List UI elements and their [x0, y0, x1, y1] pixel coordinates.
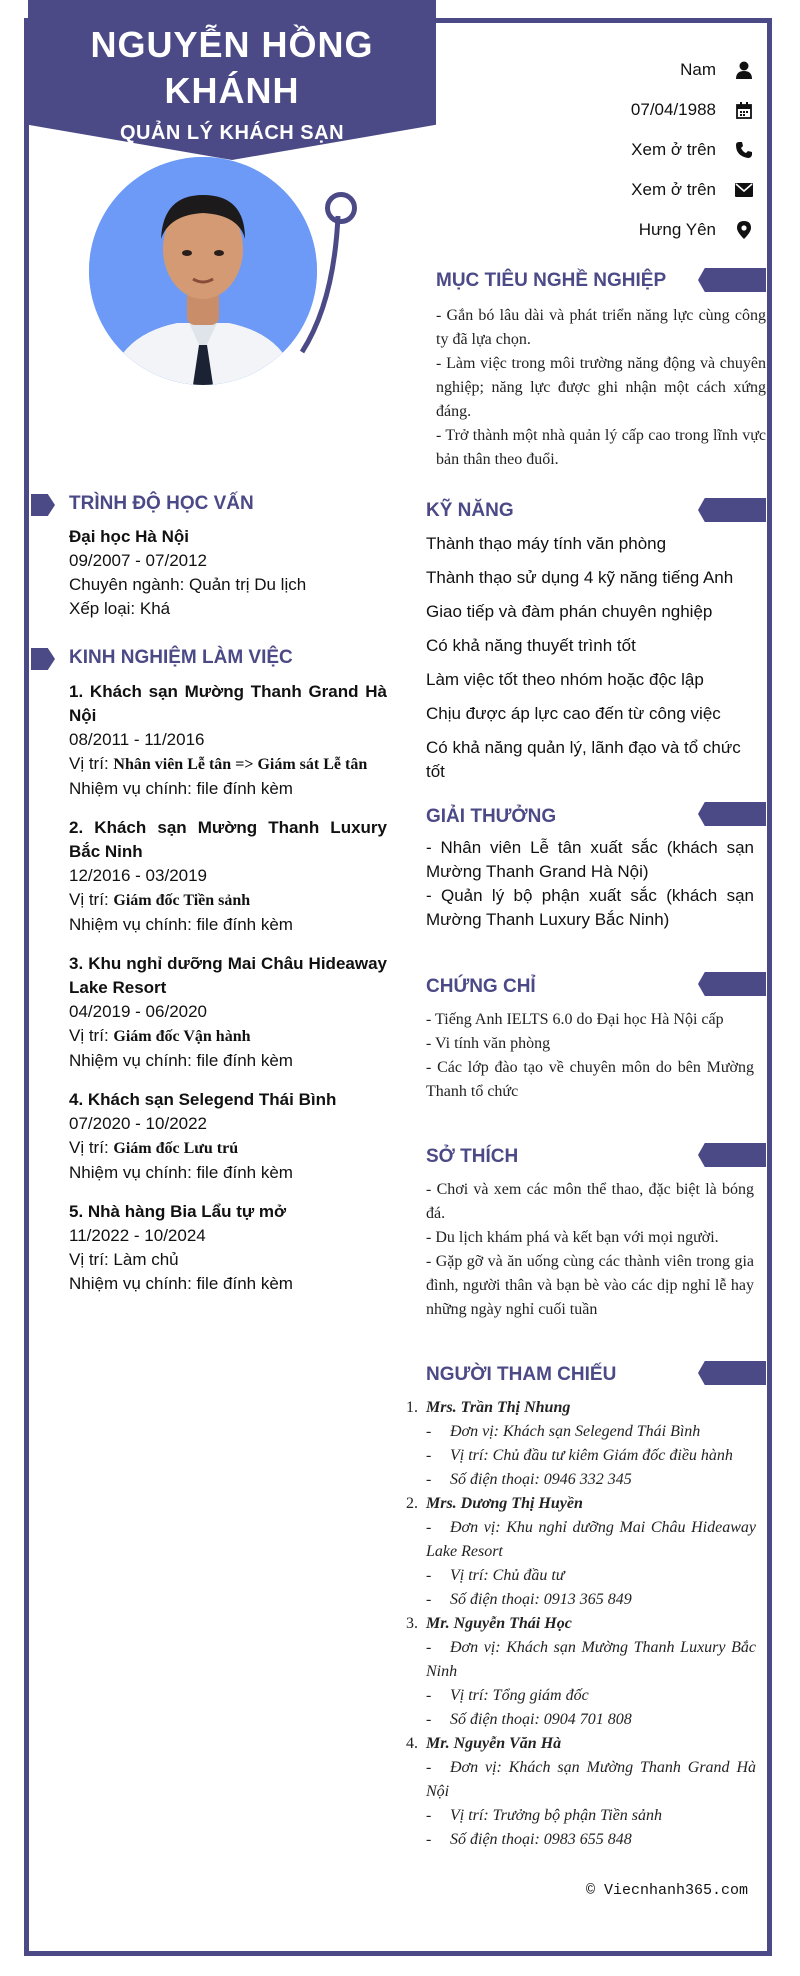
- certificate-item: - Tiếng Anh IELTS 6.0 do Đại học Hà Nội cấp: [426, 1011, 724, 1028]
- skill-item: Thành thạo máy tính văn phòng: [426, 534, 667, 553]
- reference-number: 4.: [406, 1735, 418, 1752]
- reference-number: 3.: [406, 1615, 418, 1632]
- decorative-arc: [300, 212, 350, 362]
- avatar: [89, 157, 317, 385]
- position-label: Vị trí:: [69, 1026, 114, 1045]
- position-label: Vị trí:: [69, 1250, 114, 1269]
- contact-birthday: [434, 90, 754, 130]
- education-title: TRÌNH ĐỘ HỌC VẤN: [69, 493, 254, 514]
- reference-phone: - Số điện thoại: 0904 701 808: [426, 1711, 632, 1728]
- education-period: 09/2007 - 07/2012: [69, 551, 208, 570]
- award-item: - Quản lý bộ phận xuất sắc (khách sạn Mường Thanh Luxury Bắc Ninh): [426, 886, 754, 929]
- reference-number: 1.: [406, 1399, 418, 1416]
- hobby-item: - Du lịch khám phá và kết bạn với mọi người.: [426, 1229, 719, 1246]
- reference-position: - Vị trí: Chủ đầu tư: [426, 1567, 565, 1584]
- references-title: NGƯỜI THAM CHIẾU: [426, 1364, 617, 1385]
- certificate-item: - Vi tính văn phòng: [426, 1035, 551, 1052]
- job-duty: Nhiệm vụ chính: file đính kèm: [69, 1163, 293, 1182]
- reference-unit: - Đơn vị: Khu nghỉ dưỡng Mai Châu Hideaway Lake Resort: [426, 1519, 756, 1560]
- contact-gender: [434, 50, 754, 90]
- skills-list: [426, 532, 756, 794]
- name-line-1: NGUYỄN HỒNG: [90, 24, 374, 65]
- portrait-photo: [89, 157, 317, 385]
- certificates-flag: [698, 972, 766, 996]
- reference-unit: - Đơn vị: Khách sạn Selegend Thái Bình: [426, 1423, 701, 1440]
- skills-flag: [698, 498, 766, 522]
- reference-name: Mr. Nguyễn Văn Hà: [426, 1735, 562, 1752]
- references-list: [406, 1396, 756, 1852]
- job-period: 04/2019 - 06/2020: [69, 1002, 208, 1021]
- job-duty: Nhiệm vụ chính: file đính kèm: [69, 779, 293, 798]
- job-duty: Nhiệm vụ chính: file đính kèm: [69, 1274, 293, 1293]
- job-title: 2. Khách sạn Mường Thanh Luxury Bắc Ninh: [69, 818, 387, 861]
- position-value: Nhân viên Lễ tân => Giám sát Lễ tân: [113, 756, 368, 773]
- objective-text: [436, 304, 766, 472]
- reference-entry: [406, 1612, 756, 1732]
- objective-line: - Gắn bó lâu dài và phát triển năng lực cùng công ty đã lựa chọn.: [436, 307, 766, 348]
- job-title: 1. Khách sạn Mường Thanh Grand Hà Nội: [69, 682, 387, 725]
- job-entry: [69, 1200, 387, 1296]
- job-position: [69, 1024, 387, 1049]
- position-label: Vị trí:: [69, 890, 114, 909]
- email-text: Xem ở trên: [631, 180, 716, 199]
- reference-phone-text: Số điện thoại: 0913 365 849: [450, 1591, 632, 1608]
- position-value: Giám đốc Tiền sảnh: [113, 892, 251, 909]
- envelope-icon: [734, 180, 754, 200]
- awards-list: [426, 836, 754, 932]
- name-line-2: KHÁNH: [164, 70, 300, 111]
- contact-location: [434, 210, 754, 250]
- job-entry: [69, 952, 387, 1073]
- reference-phone: - Số điện thoại: 0913 365 849: [426, 1591, 632, 1608]
- hobbies-flag: [698, 1143, 766, 1167]
- skill-item: Giao tiếp và đàm phán chuyên nghiệp: [426, 602, 713, 621]
- reference-position-text: Vị trí: Chủ đầu tư: [450, 1567, 565, 1584]
- gender-text: Nam: [680, 60, 716, 79]
- job-position: [69, 752, 387, 777]
- skill-item: Có khả năng thuyết trình tốt: [426, 636, 636, 655]
- reference-position: - Vị trí: Trưởng bộ phận Tiền sảnh: [426, 1807, 662, 1824]
- hobbies-title: SỞ THÍCH: [426, 1146, 519, 1167]
- certificate-item: - Các lớp đào tạo về chuyên môn do bên Mường Thanh tổ chức: [426, 1059, 754, 1100]
- skills-title: KỸ NĂNG: [426, 500, 514, 521]
- reference-position: - Vị trí: Tổng giám đốc: [426, 1687, 589, 1704]
- position-value: Làm chủ: [113, 1250, 179, 1269]
- reference-position-text: Vị trí: Tổng giám đốc: [450, 1687, 589, 1704]
- hobby-item: - Chơi và xem các môn thể thao, đặc biệt là bóng đá.: [426, 1181, 754, 1222]
- school-name: Đại học Hà Nội: [69, 527, 189, 546]
- reference-phone-text: Số điện thoại: 0904 701 808: [450, 1711, 632, 1728]
- reference-position-text: Vị trí: Chủ đầu tư kiêm Giám đốc điều hành: [450, 1447, 733, 1464]
- reference-unit-text: Đơn vị: Khách sạn Mường Thanh Grand Hà Nội: [426, 1759, 756, 1800]
- job-period: 11/2022 - 10/2024: [69, 1226, 206, 1245]
- award-item: - Nhân viên Lễ tân xuất sắc (khách sạn Mường Thanh Grand Hà Nội): [426, 838, 754, 881]
- contact-email: [434, 170, 754, 210]
- reference-name: Mrs. Dương Thị Huyền: [426, 1495, 583, 1512]
- reference-name: Mrs. Trần Thị Nhung: [426, 1399, 571, 1416]
- reference-phone: - Số điện thoại: 0946 332 345: [426, 1471, 632, 1488]
- hobby-item: - Gặp gỡ và ăn uống cùng các thành viên trong gia đình, người thân và bạn bè vào các dịp nghỉ lễ hay những ngày nghỉ cuối tuần: [426, 1253, 754, 1318]
- phone-icon: [734, 140, 754, 160]
- job-period: 12/2016 - 03/2019: [69, 866, 208, 885]
- job-title: QUẢN LÝ KHÁCH SẠN: [119, 122, 345, 144]
- job-period: 08/2011 - 11/2016: [69, 730, 205, 749]
- location-text: Hưng Yên: [638, 220, 716, 239]
- objective-line: - Làm việc trong môi trường năng động và chuyên nghiệp; năng lực được ghi nhận một cách xứng đáng.: [436, 355, 766, 420]
- reference-phone-text: Số điện thoại: 0983 655 848: [450, 1831, 632, 1848]
- skill-item: Làm việc tốt theo nhóm hoặc độc lập: [426, 670, 704, 689]
- user-icon: [734, 60, 754, 80]
- education-grade: Xếp loại: Khá: [69, 599, 171, 618]
- job-title: 4. Khách sạn Selegend Thái Bình: [69, 1090, 337, 1109]
- position-label: Vị trí:: [69, 1138, 114, 1157]
- skill-item: Chịu được áp lực cao đến từ công việc: [426, 704, 721, 723]
- education-major: Chuyên ngành: Quản trị Du lịch: [69, 575, 307, 594]
- job-title: 5. Nhà hàng Bia Lẩu tự mở: [69, 1202, 287, 1221]
- job-period: 07/2020 - 10/2022: [69, 1114, 208, 1133]
- skill-item: Có khả năng quản lý, lãnh đạo và tổ chức tốt: [426, 738, 741, 781]
- calendar-icon: [734, 100, 754, 120]
- reference-entry: [406, 1396, 756, 1492]
- awards-title: GIẢI THƯỞNG: [426, 806, 557, 827]
- location-pin-icon: [734, 220, 754, 240]
- certificates-list: [426, 1008, 754, 1104]
- copyright-footer: © Viecnhanh365.com: [585, 1882, 748, 1899]
- skill-item: Thành thạo sử dụng 4 kỹ năng tiếng Anh: [426, 568, 734, 587]
- job-duty: Nhiệm vụ chính: file đính kèm: [69, 1051, 293, 1070]
- contact-info: [434, 50, 754, 250]
- job-position: [69, 888, 387, 913]
- hobbies-list: [426, 1178, 754, 1322]
- objective-line: - Trở thành một nhà quản lý cấp cao trong lĩnh vực bản thân theo đuổi.: [436, 427, 766, 468]
- experience-title: KINH NGHIỆM LÀM VIỆC: [69, 647, 293, 668]
- reference-unit: - Đơn vị: Khách sạn Mường Thanh Grand Hà Nội: [426, 1759, 756, 1800]
- reference-name: Mr. Nguyễn Thái Học: [426, 1615, 572, 1632]
- references-flag: [698, 1361, 766, 1385]
- candidate-name: [28, 22, 436, 114]
- position-label: Vị trí:: [69, 754, 114, 773]
- objective-title: MỤC TIÊU NGHỀ NGHIỆP: [436, 270, 667, 291]
- reference-position: - Vị trí: Chủ đầu tư kiêm Giám đốc điều hành: [426, 1447, 733, 1464]
- job-position: [69, 1248, 387, 1272]
- experience-list: [69, 680, 387, 1311]
- objective-flag: [698, 268, 766, 292]
- reference-entry: [406, 1732, 756, 1852]
- position-value: Giám đốc Vận hành: [113, 1028, 251, 1045]
- reference-phone: - Số điện thoại: 0983 655 848: [426, 1831, 632, 1848]
- reference-unit-text: Đơn vị: Khu nghỉ dưỡng Mai Châu Hideaway Lake Resort: [426, 1519, 756, 1560]
- reference-phone-text: Số điện thoại: 0946 332 345: [450, 1471, 632, 1488]
- reference-number: 2.: [406, 1495, 418, 1512]
- contact-phone: [434, 130, 754, 170]
- position-value: Giám đốc Lưu trú: [113, 1140, 239, 1157]
- reference-position-text: Vị trí: Trưởng bộ phận Tiền sảnh: [450, 1807, 662, 1824]
- awards-flag: [698, 802, 766, 826]
- reference-unit-text: Đơn vị: Khách sạn Selegend Thái Bình: [450, 1423, 701, 1440]
- reference-unit-text: Đơn vị: Khách sạn Mường Thanh Luxury Bắc Ninh: [426, 1639, 756, 1680]
- education-block: [69, 525, 389, 621]
- certificates-title: CHỨNG CHỈ: [426, 976, 536, 997]
- reference-entry: [406, 1492, 756, 1612]
- phone-text: Xem ở trên: [631, 140, 716, 159]
- reference-unit: - Đơn vị: Khách sạn Mường Thanh Luxury Bắc Ninh: [426, 1639, 756, 1680]
- birthday-text: 07/04/1988: [630, 100, 716, 119]
- job-entry: [69, 1088, 387, 1185]
- job-entry: [69, 680, 387, 801]
- job-duty: Nhiệm vụ chính: file đính kèm: [69, 915, 293, 934]
- job-entry: [69, 816, 387, 937]
- job-title: 3. Khu nghỉ dưỡng Mai Châu Hideaway Lake Resort: [69, 954, 387, 997]
- job-position: [69, 1136, 387, 1161]
